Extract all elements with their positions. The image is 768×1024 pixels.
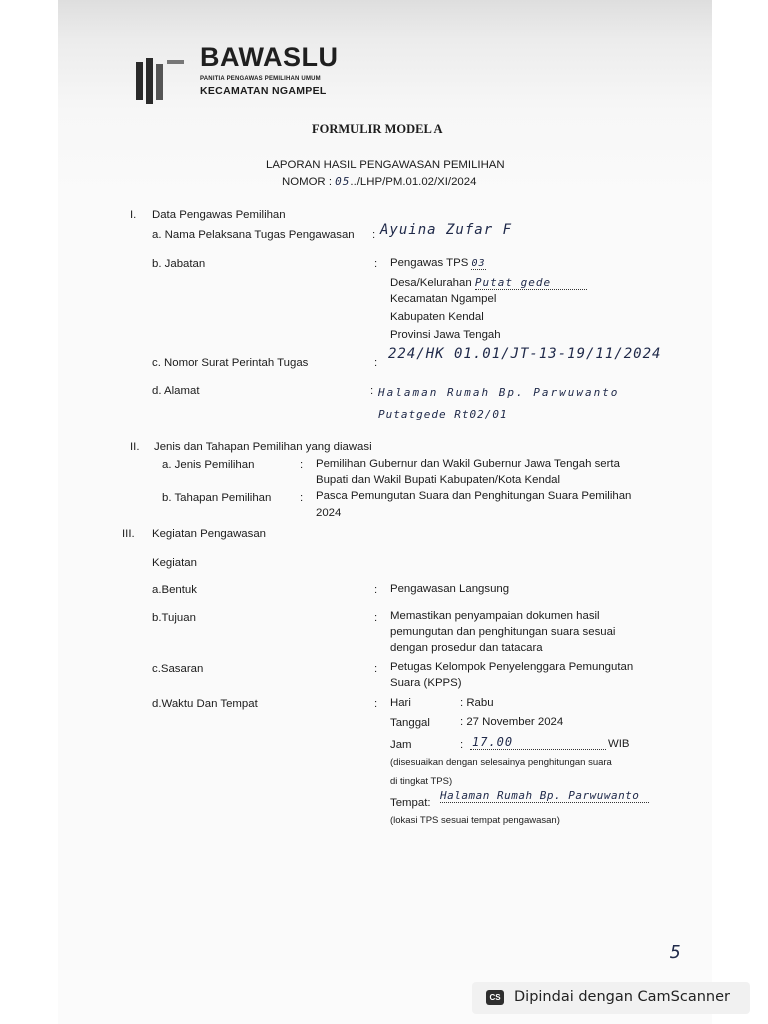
- section1-d-value-1: Halaman Rumah Bp. Parwuwanto: [378, 386, 620, 399]
- section2-roman: II.: [130, 441, 140, 453]
- camscanner-icon: CS: [486, 990, 504, 1005]
- scan-margin-left: [0, 0, 58, 1024]
- section1-c-label: c. Nomor Surat Perintah Tugas: [152, 357, 309, 369]
- section3-heading: Kegiatan Pengawasan: [152, 528, 266, 540]
- section3-roman: III.: [122, 528, 135, 540]
- section2-a-value-2: Bupati dan Wakil Bupati Kabupaten/Kota Kendal: [316, 474, 561, 486]
- desa-value: Putat gede: [475, 276, 587, 290]
- colon: :: [300, 459, 304, 471]
- section2-b-value-1: Pasca Pemungutan Suara dan Penghitungan Suara Pemilihan: [316, 490, 632, 502]
- jam-value: 17.00: [472, 735, 514, 749]
- colon: :: [374, 698, 378, 710]
- section3-d-label: d.Waktu Dan Tempat: [152, 698, 258, 710]
- header-district: KECAMATAN NGAMPEL: [200, 85, 327, 97]
- colon: :: [370, 385, 374, 397]
- section3-b-value-3: dengan prosedur dan tatacara: [390, 642, 543, 654]
- section3-c-label: c.Sasaran: [152, 663, 204, 675]
- tempat-note: (lokasi TPS sesuai tempat pengawasan): [390, 815, 560, 826]
- section2-b-value-2: 2024: [316, 507, 342, 519]
- section1-d-label: d. Alamat: [152, 385, 200, 397]
- section1-a-label: a. Nama Pelaksana Tugas Pengawasan: [152, 229, 355, 241]
- section3-c-value-1: Petugas Kelompok Penyelenggara Pemungutan: [390, 661, 634, 673]
- jabatan-kabupaten: Kabupaten Kendal: [390, 311, 484, 323]
- nomor-label: NOMOR :: [282, 176, 332, 188]
- tps-label: Pengawas TPS: [390, 257, 469, 269]
- jam-note-1: (disesuaikan dengan selesainya penghitungan suara: [390, 757, 612, 768]
- colon: :: [374, 663, 378, 675]
- section3-c-value-2: Suara (KPPS): [390, 677, 462, 689]
- colon: :: [374, 612, 378, 624]
- scan-margin-right: [712, 0, 768, 1024]
- section3-a-value: Pengawasan Langsung: [390, 583, 510, 595]
- section3-a-label: a.Bentuk: [152, 584, 197, 596]
- section3-subheading: Kegiatan: [152, 557, 197, 569]
- section1-c-value: 224/HK 01.01/JT-13-19/11/2024: [388, 346, 662, 362]
- page-mark: 5: [670, 942, 682, 963]
- tps-value: 03: [471, 258, 486, 269]
- form-title: FORMULIR MODEL A: [312, 122, 443, 136]
- jabatan-kecamatan: Kecamatan Ngampel: [390, 293, 497, 305]
- section2-a-label: a. Jenis Pemilihan: [162, 459, 255, 471]
- section1-roman: I.: [130, 209, 137, 221]
- header-org: BAWASLU: [200, 42, 339, 72]
- jabatan-tps: [390, 256, 486, 271]
- colon: :: [300, 492, 304, 504]
- section2-a-value-1: Pemilihan Gubernur dan Wakil Gubernur Jawa Tengah serta: [316, 458, 620, 470]
- jabatan-provinsi: Provinsi Jawa Tengah: [390, 329, 501, 341]
- colon: :: [374, 584, 378, 596]
- section1-a-value: Ayuina Zufar F: [380, 222, 513, 238]
- section3-b-label: b.Tujuan: [152, 612, 196, 624]
- camscanner-label: Dipindai dengan CamScanner: [514, 989, 731, 1005]
- jam-label: Jam: [390, 739, 412, 751]
- nomor-suffix: ../LHP/PM.01.02/XI/2024: [350, 176, 477, 188]
- jam-colon: :: [460, 739, 464, 751]
- section1-b-label: b. Jabatan: [152, 258, 206, 270]
- report-number: [282, 174, 476, 190]
- tanggal-value: : 27 November 2024: [460, 716, 564, 728]
- jam-dotted-line: [470, 733, 606, 750]
- nomor-value: 05: [335, 175, 351, 188]
- jabatan-desa: [390, 275, 587, 291]
- header-suborg: PANITIA PENGAWAS PEMILIHAN UMUM: [200, 76, 321, 82]
- bawaslu-logo-icon: [136, 58, 188, 104]
- tempat-label: Tempat:: [390, 797, 431, 809]
- colon: :: [374, 357, 378, 369]
- scanned-page: [58, 0, 712, 970]
- report-title: LAPORAN HASIL PENGAWASAN PEMILIHAN: [266, 159, 505, 171]
- section2-heading: Jenis dan Tahapan Pemilihan yang diawasi: [154, 441, 372, 453]
- hari-label: Hari: [390, 697, 411, 709]
- desa-label: Desa/Kelurahan: [390, 277, 472, 289]
- tanggal-label: Tanggal: [390, 717, 430, 729]
- section1-heading: Data Pengawas Pemilihan: [152, 209, 286, 221]
- colon: :: [372, 229, 376, 241]
- section3-b-value-2: pemungutan dan penghitungan suara sesuai: [390, 626, 616, 638]
- jam-unit: WIB: [608, 738, 630, 750]
- tempat-value: Halaman Rumah Bp. Parwuwanto: [440, 789, 649, 803]
- jam-note-2: di tingkat TPS): [390, 776, 453, 787]
- section3-b-value-1: Memastikan penyampaian dokumen hasil: [390, 610, 600, 622]
- camscanner-watermark: [472, 982, 750, 1014]
- section1-d-value-2: Putatgede Rt02/01: [378, 408, 508, 421]
- colon: :: [374, 258, 378, 270]
- hari-value: : Rabu: [460, 697, 494, 709]
- section2-b-label: b. Tahapan Pemilihan: [162, 492, 272, 504]
